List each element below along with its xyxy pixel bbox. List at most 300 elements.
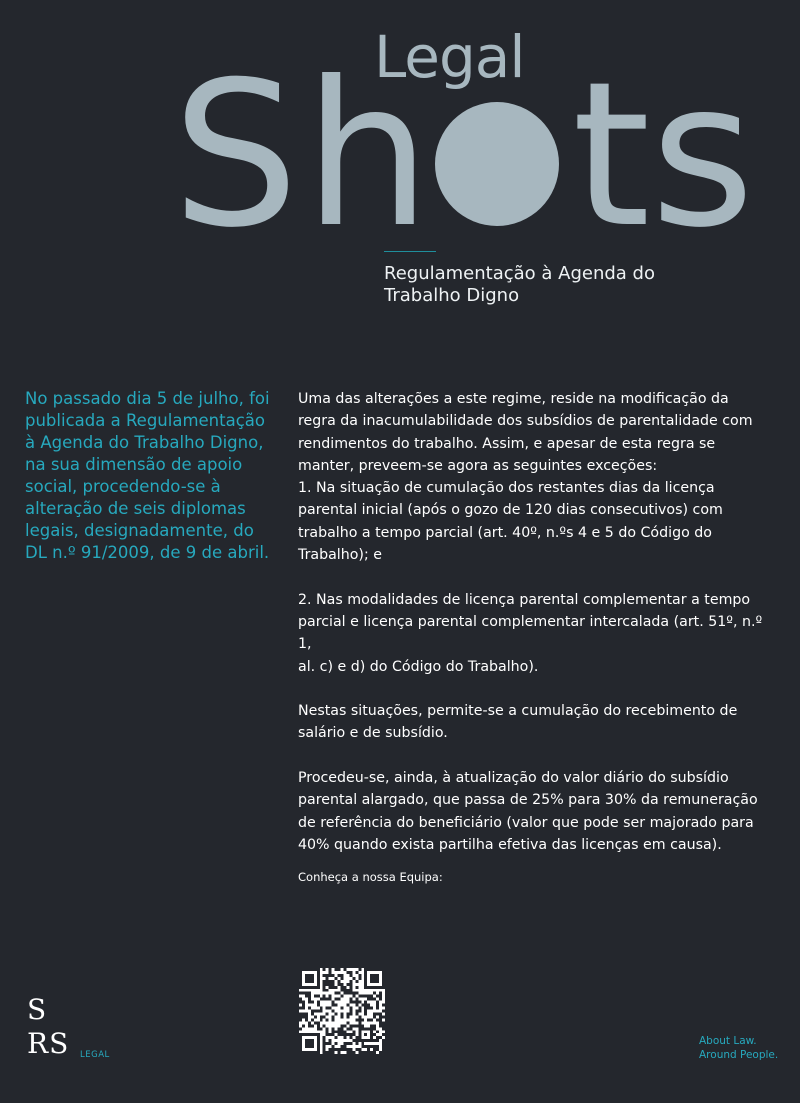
qr-module bbox=[311, 1024, 314, 1027]
qr-module bbox=[355, 998, 358, 1001]
qr-module bbox=[382, 1042, 385, 1045]
qr-module bbox=[352, 995, 355, 998]
qr-module bbox=[326, 977, 329, 980]
qr-module bbox=[311, 980, 314, 983]
qr-module bbox=[364, 1033, 367, 1036]
qr-module bbox=[305, 1033, 308, 1036]
qr-module bbox=[299, 1051, 302, 1054]
qr-module bbox=[341, 983, 344, 986]
qr-module bbox=[341, 995, 344, 998]
qr-module bbox=[332, 986, 335, 989]
qr-module bbox=[358, 1051, 361, 1054]
qr-module bbox=[314, 1021, 317, 1024]
qr-module bbox=[305, 1018, 308, 1021]
qr-module bbox=[326, 989, 329, 992]
qr-module bbox=[323, 995, 326, 998]
article-body bbox=[298, 388, 778, 879]
qr-module bbox=[346, 1015, 349, 1018]
qr-module bbox=[382, 1004, 385, 1007]
qr-module bbox=[335, 998, 338, 1001]
qr-module bbox=[329, 1007, 332, 1010]
article-line: 1. Na situação de cumulação dos restantes dias da licença bbox=[298, 480, 715, 497]
qr-module bbox=[367, 1045, 370, 1048]
qr-module bbox=[349, 1024, 352, 1027]
qr-module bbox=[323, 968, 326, 971]
qr-module bbox=[373, 977, 376, 980]
qr-module bbox=[302, 992, 305, 995]
qr-module bbox=[302, 986, 305, 989]
qr-module bbox=[320, 1010, 323, 1013]
qr-module bbox=[335, 977, 338, 980]
qr-module bbox=[314, 1033, 317, 1036]
qr-module bbox=[358, 1030, 361, 1033]
qr-module bbox=[338, 1027, 341, 1030]
qr-module bbox=[376, 1007, 379, 1010]
qr-module bbox=[341, 989, 344, 992]
qr-module bbox=[346, 1012, 349, 1015]
qr-module bbox=[305, 1012, 308, 1015]
qr-module bbox=[299, 968, 302, 971]
qr-module bbox=[370, 1027, 373, 1030]
masthead-dot bbox=[435, 102, 559, 226]
qr-module bbox=[352, 1051, 355, 1054]
qr-module bbox=[311, 1001, 314, 1004]
qr-module bbox=[370, 1051, 373, 1054]
qr-module bbox=[299, 1039, 302, 1042]
qr-module bbox=[323, 1039, 326, 1042]
qr-module bbox=[355, 1001, 358, 1004]
article-line: Trabalho); e bbox=[298, 547, 382, 564]
qr-module bbox=[335, 1048, 338, 1051]
qr-module bbox=[355, 1010, 358, 1013]
qr-module bbox=[299, 974, 302, 977]
qr-module bbox=[370, 968, 373, 971]
qr-module bbox=[311, 1010, 314, 1013]
qr-module bbox=[355, 1048, 358, 1051]
qr-module bbox=[323, 983, 326, 986]
qr-module bbox=[323, 1048, 326, 1051]
qr-module bbox=[355, 971, 358, 974]
qr-module bbox=[361, 1024, 364, 1027]
qr-module bbox=[367, 1004, 370, 1007]
qr-module bbox=[376, 968, 379, 971]
qr-module bbox=[343, 1030, 346, 1033]
qr-module bbox=[376, 1018, 379, 1021]
qr-module bbox=[317, 968, 320, 971]
qr-module bbox=[349, 992, 352, 995]
qr-module bbox=[361, 1039, 364, 1042]
qr-module bbox=[379, 1036, 382, 1039]
qr-module bbox=[326, 1027, 329, 1030]
qr-module bbox=[308, 1045, 311, 1048]
qr-module bbox=[358, 1024, 361, 1027]
article-line: 40% quando exista partilha efetiva das licenças em causa). bbox=[298, 836, 722, 853]
qr-module bbox=[317, 1042, 320, 1045]
qr-module bbox=[317, 1033, 320, 1036]
qr-module bbox=[314, 1051, 317, 1054]
qr-module bbox=[332, 974, 335, 977]
qr-module bbox=[364, 974, 367, 977]
qr-module bbox=[341, 1030, 344, 1033]
qr-module bbox=[373, 1015, 376, 1018]
qr-module bbox=[373, 968, 376, 971]
qr-module bbox=[317, 1036, 320, 1039]
qr-module bbox=[349, 1048, 352, 1051]
qr-module bbox=[349, 980, 352, 983]
qr-module bbox=[373, 1027, 376, 1030]
article-paragraph bbox=[298, 767, 778, 856]
qr-module bbox=[308, 1001, 311, 1004]
qr-module bbox=[379, 1024, 382, 1027]
intro-line: legais, designadamente, do bbox=[25, 521, 254, 540]
qr-module bbox=[305, 995, 308, 998]
qr-module bbox=[311, 974, 314, 977]
qr-module bbox=[370, 995, 373, 998]
qr-module bbox=[305, 1051, 308, 1054]
qr-module bbox=[358, 1027, 361, 1030]
qr-module bbox=[373, 992, 376, 995]
qr-module bbox=[299, 1007, 302, 1010]
qr-module bbox=[305, 977, 308, 980]
qr-module bbox=[367, 1048, 370, 1051]
qr-module bbox=[338, 998, 341, 1001]
qr-module bbox=[349, 1010, 352, 1013]
qr-module bbox=[349, 983, 352, 986]
qr-module bbox=[376, 1030, 379, 1033]
qr-module bbox=[308, 986, 311, 989]
qr-module bbox=[382, 986, 385, 989]
qr-module bbox=[376, 980, 379, 983]
qr-module bbox=[382, 1021, 385, 1024]
qr-module bbox=[338, 983, 341, 986]
qr-module bbox=[358, 977, 361, 980]
qr-module bbox=[364, 1010, 367, 1013]
qr-module bbox=[346, 1027, 349, 1030]
qr-module bbox=[323, 974, 326, 977]
qr-module bbox=[346, 1021, 349, 1024]
qr-module bbox=[364, 995, 367, 998]
qr-module bbox=[343, 1036, 346, 1039]
qr-module bbox=[361, 1018, 364, 1021]
qr-module bbox=[329, 1048, 332, 1051]
qr-module bbox=[299, 1018, 302, 1021]
qr-module bbox=[355, 1024, 358, 1027]
article-line: regra da inacumulabilidade dos subsídios de parentalidade com bbox=[298, 413, 753, 430]
qr-module bbox=[323, 1036, 326, 1039]
masthead-letter-s: S bbox=[172, 56, 299, 246]
article-line: Uma das alterações a este regime, reside na modificação da bbox=[298, 391, 729, 407]
qr-module bbox=[343, 992, 346, 995]
article-line: parcial e licença parental complementar intercalada (art. 51º, n.º 1, bbox=[298, 613, 763, 653]
qr-module bbox=[376, 1048, 379, 1051]
qr-module bbox=[376, 974, 379, 977]
qr-module bbox=[329, 1051, 332, 1054]
qr-module bbox=[358, 1039, 361, 1042]
qr-module bbox=[355, 1039, 358, 1042]
article-line: parental inicial (após o gozo de 120 dias consecutivos) com bbox=[298, 502, 723, 519]
masthead-letter-h: h bbox=[304, 56, 431, 246]
qr-module bbox=[349, 989, 352, 992]
qr-module bbox=[329, 1039, 332, 1042]
tagline bbox=[699, 1034, 794, 1062]
qr-module bbox=[364, 1007, 367, 1010]
qr-module bbox=[355, 992, 358, 995]
qr-module bbox=[379, 1051, 382, 1054]
qr-module bbox=[320, 998, 323, 1001]
qr-module bbox=[373, 980, 376, 983]
qr-module bbox=[349, 1007, 352, 1010]
qr-module bbox=[373, 1039, 376, 1042]
qr-module bbox=[376, 977, 379, 980]
qr-module bbox=[358, 1010, 361, 1013]
qr-module bbox=[364, 1045, 367, 1048]
qr-module bbox=[352, 1024, 355, 1027]
qr-module bbox=[308, 968, 311, 971]
qr-module bbox=[373, 998, 376, 1001]
qr-module bbox=[314, 1015, 317, 1018]
qr-module bbox=[349, 1033, 352, 1036]
qr-module bbox=[332, 1033, 335, 1036]
intro-line: à Agenda do Trabalho Digno, bbox=[25, 433, 264, 452]
qr-module bbox=[311, 1018, 314, 1021]
qr-module bbox=[338, 1051, 341, 1054]
qr-module bbox=[311, 986, 314, 989]
qr-module bbox=[314, 968, 317, 971]
qr-module bbox=[355, 1004, 358, 1007]
intro-line: na sua dimensão de apoio bbox=[25, 455, 243, 474]
qr-module bbox=[349, 1001, 352, 1004]
qr-module bbox=[352, 992, 355, 995]
qr-module bbox=[305, 980, 308, 983]
qr-module bbox=[382, 968, 385, 971]
qr-module bbox=[335, 1036, 338, 1039]
qr-module bbox=[358, 1018, 361, 1021]
qr-module bbox=[349, 1012, 352, 1015]
qr-module bbox=[329, 998, 332, 1001]
qr-module bbox=[308, 1039, 311, 1042]
intro-line: DL n.º 91/2009, de 9 de abril. bbox=[25, 543, 270, 562]
qr-module bbox=[373, 1012, 376, 1015]
qr-module bbox=[349, 971, 352, 974]
qr-module bbox=[305, 968, 308, 971]
qr-module bbox=[358, 1015, 361, 1018]
qr-module bbox=[346, 1033, 349, 1036]
qr-module bbox=[358, 1021, 361, 1024]
logo-letter-s: S bbox=[27, 993, 47, 1026]
qr-module bbox=[367, 1051, 370, 1054]
qr-module bbox=[379, 995, 382, 998]
qr-module bbox=[320, 1027, 323, 1030]
qr-module bbox=[343, 1048, 346, 1051]
qr-module bbox=[343, 1042, 346, 1045]
qr-module bbox=[299, 1048, 302, 1051]
qr-module bbox=[299, 971, 302, 974]
masthead-legal-word: Legal bbox=[374, 23, 525, 91]
qr-module bbox=[338, 974, 341, 977]
qr-module bbox=[341, 1015, 344, 1018]
qr-module bbox=[343, 986, 346, 989]
article-line: Nestas situações, permite-se a cumulação do recebimento de bbox=[298, 703, 738, 720]
qr-module bbox=[376, 1001, 379, 1004]
qr-module bbox=[317, 1051, 320, 1054]
qr-module bbox=[373, 1051, 376, 1054]
qr-module bbox=[341, 1048, 344, 1051]
qr-module bbox=[326, 1030, 329, 1033]
qr-module bbox=[341, 974, 344, 977]
qr-module bbox=[355, 986, 358, 989]
logo-letters-rs: RS bbox=[27, 1027, 70, 1060]
qr-module bbox=[302, 1024, 305, 1027]
qr-module bbox=[323, 980, 326, 983]
qr-module bbox=[373, 1048, 376, 1051]
qr-module bbox=[352, 1030, 355, 1033]
qr-module bbox=[308, 1033, 311, 1036]
qr-module bbox=[338, 1033, 341, 1036]
qr-module bbox=[299, 986, 302, 989]
qr-module bbox=[364, 986, 367, 989]
qr-module bbox=[346, 983, 349, 986]
qr-module bbox=[305, 1015, 308, 1018]
qr-module bbox=[341, 986, 344, 989]
article-line: parental alargado, que passa de 25% para 30% da remuneração bbox=[298, 792, 758, 809]
qr-module bbox=[367, 968, 370, 971]
qr-module bbox=[332, 1030, 335, 1033]
qr-module bbox=[317, 974, 320, 977]
qr-module bbox=[341, 1012, 344, 1015]
qr-module bbox=[364, 1039, 367, 1042]
qr-module bbox=[317, 1039, 320, 1042]
qr-module bbox=[317, 1001, 320, 1004]
qr-module bbox=[323, 1051, 326, 1054]
qr-module bbox=[358, 968, 361, 971]
qr-module bbox=[332, 1018, 335, 1021]
qr-module bbox=[329, 1042, 332, 1045]
qr-module bbox=[370, 1033, 373, 1036]
qr-module bbox=[323, 1045, 326, 1048]
qr-module bbox=[370, 1036, 373, 1039]
qr-module bbox=[314, 1010, 317, 1013]
qr-module bbox=[379, 986, 382, 989]
qr-module bbox=[329, 986, 332, 989]
qr-module bbox=[332, 1051, 335, 1054]
qr-module bbox=[358, 1033, 361, 1036]
qr-module bbox=[299, 1036, 302, 1039]
qr-module bbox=[308, 1021, 311, 1024]
qr-module bbox=[358, 995, 361, 998]
qr-module bbox=[332, 1015, 335, 1018]
qr-module bbox=[326, 1051, 329, 1054]
qr-module bbox=[299, 980, 302, 983]
qr-module bbox=[382, 977, 385, 980]
qr-module bbox=[332, 1048, 335, 1051]
qr-module bbox=[299, 1012, 302, 1015]
qr-module bbox=[361, 1004, 364, 1007]
intro-line: social, procedendo-se à bbox=[25, 477, 221, 496]
qr-module bbox=[355, 1036, 358, 1039]
qr-module bbox=[352, 1033, 355, 1036]
qr-module bbox=[355, 1012, 358, 1015]
qr-module bbox=[323, 986, 326, 989]
qr-module bbox=[364, 1004, 367, 1007]
qr-module bbox=[335, 968, 338, 971]
qr-module bbox=[343, 1024, 346, 1027]
qr-module bbox=[317, 1045, 320, 1048]
qr-module bbox=[305, 1045, 308, 1048]
qr-module bbox=[349, 1036, 352, 1039]
qr-module bbox=[382, 971, 385, 974]
qr-module bbox=[379, 992, 382, 995]
qr-module bbox=[326, 1007, 329, 1010]
logo-suffix: LEGAL bbox=[80, 1050, 110, 1060]
qr-module bbox=[338, 968, 341, 971]
team-qr-code[interactable] bbox=[299, 968, 385, 1054]
qr-module bbox=[379, 1015, 382, 1018]
qr-module bbox=[317, 977, 320, 980]
qr-module bbox=[338, 1048, 341, 1051]
qr-module bbox=[376, 1045, 379, 1048]
qr-module bbox=[311, 1033, 314, 1036]
intro-line: alteração de seis diplomas bbox=[25, 499, 246, 518]
qr-module bbox=[341, 1024, 344, 1027]
qr-module bbox=[305, 992, 308, 995]
qr-module bbox=[364, 971, 367, 974]
qr-module bbox=[370, 1007, 373, 1010]
article-subtitle bbox=[384, 263, 744, 307]
article-line: salário e de subsídio. bbox=[298, 725, 448, 742]
qr-module bbox=[370, 977, 373, 980]
qr-module bbox=[367, 998, 370, 1001]
qr-module bbox=[332, 980, 335, 983]
qr-module bbox=[370, 1045, 373, 1048]
qr-module bbox=[308, 1051, 311, 1054]
qr-module bbox=[329, 980, 332, 983]
qr-module bbox=[376, 1012, 379, 1015]
qr-module bbox=[332, 1027, 335, 1030]
qr-module bbox=[367, 1007, 370, 1010]
qr-module bbox=[332, 983, 335, 986]
qr-module bbox=[329, 1033, 332, 1036]
qr-module bbox=[326, 974, 329, 977]
qr-module bbox=[311, 1051, 314, 1054]
qr-module bbox=[305, 1039, 308, 1042]
qr-module bbox=[346, 992, 349, 995]
qr-module bbox=[343, 989, 346, 992]
qr-module bbox=[352, 1039, 355, 1042]
subtitle-line: Trabalho Digno bbox=[384, 285, 520, 306]
qr-module bbox=[364, 980, 367, 983]
qr-module bbox=[317, 986, 320, 989]
tagline-line: Around People. bbox=[699, 1049, 779, 1061]
qr-module bbox=[361, 995, 364, 998]
qr-module bbox=[317, 995, 320, 998]
qr-module bbox=[326, 1042, 329, 1045]
qr-module bbox=[346, 989, 349, 992]
qr-module bbox=[317, 1010, 320, 1013]
intro-line: No passado dia 5 de julho, foi bbox=[25, 389, 270, 408]
qr-module bbox=[349, 986, 352, 989]
qr-module bbox=[349, 998, 352, 1001]
qr-module bbox=[326, 980, 329, 983]
qr-module bbox=[329, 983, 332, 986]
qr-module bbox=[379, 998, 382, 1001]
qr-module bbox=[376, 1039, 379, 1042]
article-line: trabalho a tempo parcial (art. 40º, n.ºs 4 e 5 do Código do bbox=[298, 524, 712, 541]
qr-module bbox=[373, 986, 376, 989]
qr-module bbox=[317, 1024, 320, 1027]
qr-module bbox=[382, 1033, 385, 1036]
qr-module bbox=[302, 1051, 305, 1054]
qr-module bbox=[302, 1012, 305, 1015]
